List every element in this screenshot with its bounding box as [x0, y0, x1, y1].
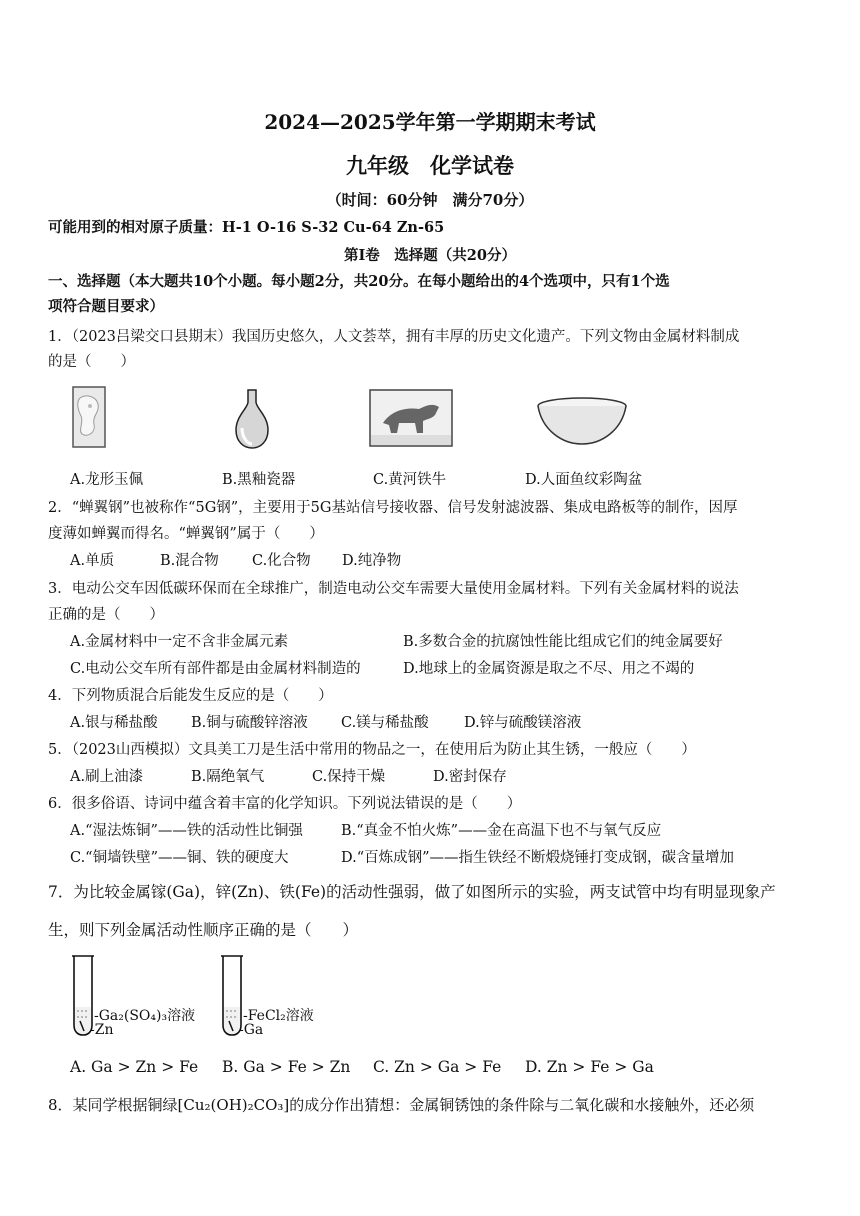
question-6-stem: 6．很多俗语、诗词中蕴含着丰富的化学知识。下列说法错误的是（ ）: [48, 796, 522, 812]
q5-option-c: C.保持干燥: [312, 769, 386, 785]
question-2-stem-line1: 2．“蝉翼钢”也被称作“5G钢”，主要用于5G基站信号接收器、信号发射滤波器、集成电路板等的制作，因厚: [48, 500, 738, 516]
tube-1-solution-label: -Ga₂(SO₄)₃溶液: [94, 1008, 196, 1024]
q2-option-b: B.混合物: [160, 553, 219, 569]
volume-title: 第Ⅰ卷 选择题（共20分）: [344, 247, 516, 264]
exam-subtitle: 九年级 化学试卷: [346, 153, 514, 178]
q4-option-d: D.锌与硫酸镁溶液: [464, 715, 582, 731]
q6-option-b: B.“真金不怕火炼”——金在高温下也不与氧气反应: [341, 823, 662, 839]
question-7-stem-line2: 生，则下列金属活动性顺序正确的是（ ）: [48, 921, 359, 939]
atomic-mass-line: [48, 216, 444, 237]
question-2-stem-line2: 度薄如蝉翼而得名。“蝉翼钢”属于（ ）: [48, 526, 324, 542]
q6-option-d: D.“百炼成钢”——指生铁经不断煅烧锤打变成钢，碳含量增加: [341, 850, 735, 866]
section-instruction-line2: 项符合题目要求）: [48, 298, 164, 315]
q2-option-a: A.单质: [70, 553, 115, 569]
q7-option-c: C. Zn > Ga > Fe: [373, 1058, 502, 1076]
tube-1-metal-label: -Zn: [90, 1022, 114, 1038]
tube-2-metal-label: -Ga: [239, 1022, 264, 1038]
q1-option-d: D.人面鱼纹彩陶盆: [525, 472, 643, 488]
q5-option-a: A.刷上油漆: [70, 769, 144, 785]
question-8-stem-line1: 8．某同学根据铜绿[Cu₂(OH)₂CO₃]的成分作出猜想：金属铜锈蚀的条件除与二氧化碳和水接触外，还必须: [48, 1096, 755, 1114]
section-instruction-line1: 一、选择题（本大题共10个小题。每小题2分，共20分。在每小题给出的4个选项中，只有1个选: [48, 273, 670, 290]
question-3-stem-line1: 3．电动公交车因低碳环保而在全球推广，制造电动公交车需要大量使用金属材料。下列有关金属材料的说法: [48, 581, 739, 597]
q3-option-d: D.地球上的金属资源是取之不尽、用之不竭的: [403, 661, 695, 677]
time-info: （时间：60分钟 满分70分）: [326, 191, 534, 209]
q1-option-b: B.黑釉瓷器: [222, 472, 296, 488]
q7-option-d: D. Zn > Fe > Ga: [525, 1058, 654, 1076]
q2-option-d: D.纯净物: [342, 553, 402, 569]
q3-option-a: A.金属材料中一定不含非金属元素: [70, 634, 289, 650]
question-7-stem-line1: 7．为比较金属镓(Ga)，锌(Zn)、铁(Fe)的活动性强弱，做了如图所示的实验，两支试管中均有明显现象产: [48, 883, 776, 901]
iron-ox-image: [369, 389, 453, 447]
question-1-stem-line2: 的是（ ）: [48, 354, 135, 370]
porcelain-vase-image: [232, 388, 272, 450]
question-3-stem-line2: 正确的是（ ）: [48, 607, 164, 623]
pottery-basin-image: [536, 396, 628, 446]
atomic-mass-text: 可能用到的相对原子质量：H-1 O-16 S-32 Cu-64 Zn-65: [48, 219, 445, 236]
q3-option-b: B.多数合金的抗腐蚀性能比组成它们的纯金属要好: [403, 634, 723, 650]
question-4-stem: 4．下列物质混合后能发生反应的是（ ）: [48, 688, 333, 704]
q5-option-d: D.密封保存: [433, 769, 507, 785]
question-5-stem: 5．（2023山西模拟）文具美工刀是生活中常用的物品之一，在使用后为防止其生锈，一般应（ ）: [48, 742, 696, 758]
q1-option-c: C.黄河铁牛: [373, 472, 447, 488]
q7-option-a: A. Ga > Zn > Fe: [70, 1058, 199, 1076]
q4-option-a: A.银与稀盐酸: [70, 715, 158, 731]
q1-option-a: A.龙形玉佩: [70, 472, 144, 488]
q6-option-c: C.“铜墙铁壁”——铜、铁的硬度大: [70, 850, 289, 866]
q4-option-b: B.铜与硫酸锌溶液: [191, 715, 308, 731]
q5-option-b: B.隔绝氧气: [191, 769, 265, 785]
q2-option-c: C.化合物: [252, 553, 311, 569]
tube-2-solution-label: -FeCl₂溶液: [243, 1008, 314, 1024]
q3-option-c: C.电动公交车所有部件都是由金属材料制造的: [70, 661, 361, 677]
q4-option-c: C.镁与稀盐酸: [341, 715, 429, 731]
question-1-stem-line1: 1．（2023吕梁交口县期末）我国历史悠久，人文荟萃，拥有丰厚的历史文化遗产。下列文物由金属材料制成: [48, 329, 740, 345]
q6-option-a: A.“湿法炼铜”——铁的活动性比铜强: [70, 823, 303, 839]
exam-title: 2024—2025学年第一学期期末考试: [264, 110, 596, 134]
jade-pendant-image: [72, 386, 106, 448]
q7-option-b: B. Ga > Fe > Zn: [222, 1058, 351, 1076]
